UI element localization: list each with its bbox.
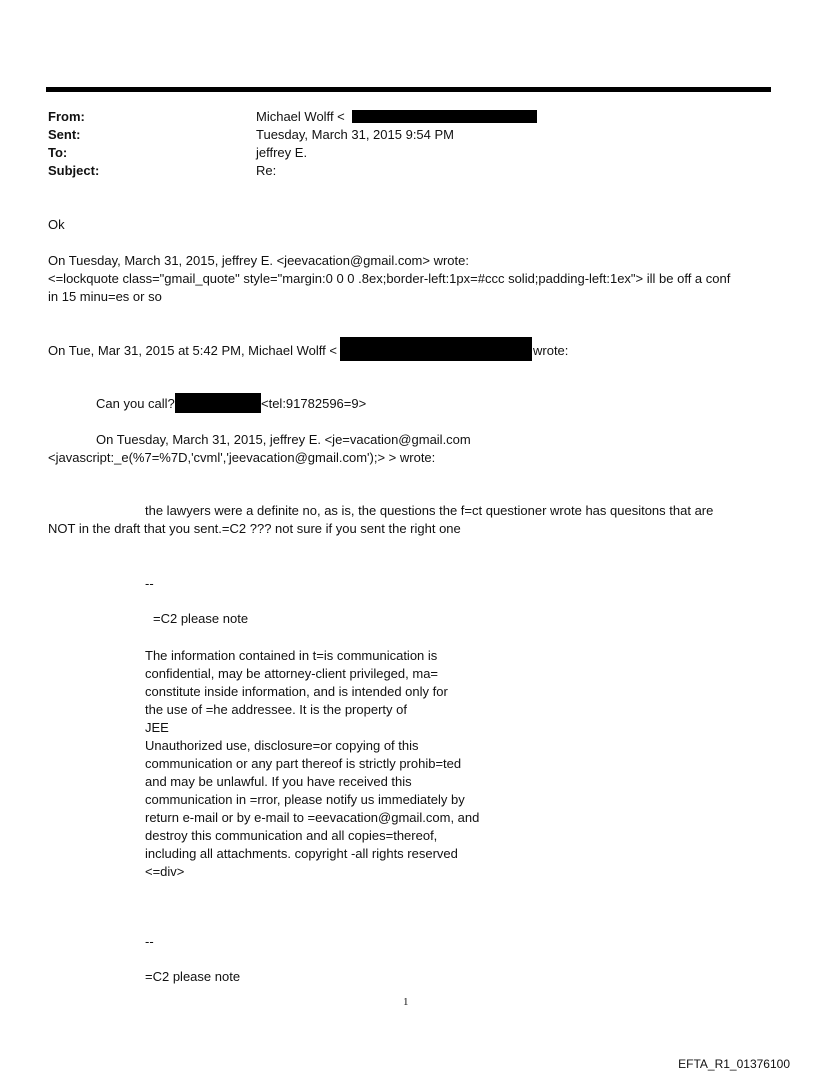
- disclaimer-block: [145, 647, 479, 881]
- disclaimer-line: and may be unlawful. If you have received this: [145, 774, 412, 789]
- sent-value: Tuesday, March 31, 2015 9:54 PM: [256, 127, 454, 142]
- subject-label: Subject:: [48, 163, 100, 178]
- header-rule: [46, 87, 771, 92]
- quote1-line2: <=lockquote class="gmail_quote" style="margin:0 0 0 .8ex;border-left:1px=#ccc solid;padding-left:1ex"> ill be off a conf: [48, 271, 731, 286]
- disclaimer-line: Unauthorized use, disclosure=or copying of this: [145, 738, 419, 753]
- quote1-line3: in 15 minu=es or so: [48, 289, 162, 304]
- lawyers-line1: the lawyers were a definite no, as is, the questions the f=ct questioner wrote has quesitons that are: [145, 503, 714, 518]
- redaction-bar: [340, 337, 532, 361]
- signature-separator: --: [145, 576, 154, 591]
- redaction-bar: [175, 393, 261, 413]
- quote2-prefix: On Tue, Mar 31, 2015 at 5:42 PM, Michael Wolff <: [48, 343, 337, 358]
- disclaimer-line: communication in =rror, please notify us immediately by: [145, 792, 465, 807]
- from-label: From:: [48, 109, 85, 124]
- redaction-bar: [352, 110, 537, 123]
- page-number: 1: [403, 996, 409, 1008]
- signature-separator: --: [145, 934, 154, 949]
- to-label: To:: [48, 145, 68, 160]
- disclaimer-line: confidential, may be attorney-client privileged, ma=: [145, 666, 439, 681]
- disclaimer-line: communication or any part thereof is strictly prohib=ted: [145, 756, 462, 771]
- from-value: Michael Wolff <: [256, 109, 345, 124]
- bates-number: EFTA_R1_01376100: [678, 1057, 790, 1071]
- quote3-line1: On Tuesday, March 31, 2015, jeffrey E. <je=vacation@gmail.com: [96, 432, 471, 447]
- disclaimer-line: the use of =he addressee. It is the property of: [145, 702, 407, 717]
- disclaimer-line: <=div>: [145, 864, 185, 879]
- disclaimer-line: constitute inside information, and is intended only for: [145, 684, 448, 699]
- reply-text: Ok: [48, 217, 65, 232]
- sent-label: Sent:: [48, 127, 81, 142]
- call-prefix: Can you call?: [96, 396, 175, 411]
- disclaimer-line: including all attachments. copyright -all rights reserved: [145, 846, 458, 861]
- to-value: jeffrey E.: [256, 145, 308, 160]
- lawyers-line2: NOT in the draft that you sent.=C2 ??? not sure if you sent the right one: [48, 521, 461, 536]
- signature-note: =C2 please note: [145, 969, 241, 984]
- disclaimer-line: destroy this communication and all copies=thereof,: [145, 828, 438, 843]
- quote3-line2: <javascript:_e(%7=%7D,'cvml','jeevacation@gmail.com');> > wrote:: [48, 450, 436, 465]
- quote1-line1: On Tuesday, March 31, 2015, jeffrey E. <jeevacation@gmail.com> wrote:: [48, 253, 469, 268]
- call-suffix: <tel:91782596=9>: [261, 396, 367, 411]
- subject-value: Re:: [256, 163, 277, 178]
- disclaimer-line: return e-mail or by e-mail to =eevacation@gmail.com, and: [145, 810, 480, 825]
- signature-note: =C2 please note: [153, 611, 249, 626]
- disclaimer-line: JEE: [145, 720, 169, 735]
- disclaimer-line: The information contained in t=is communication is: [145, 648, 438, 663]
- quote2-suffix: wrote:: [533, 343, 569, 358]
